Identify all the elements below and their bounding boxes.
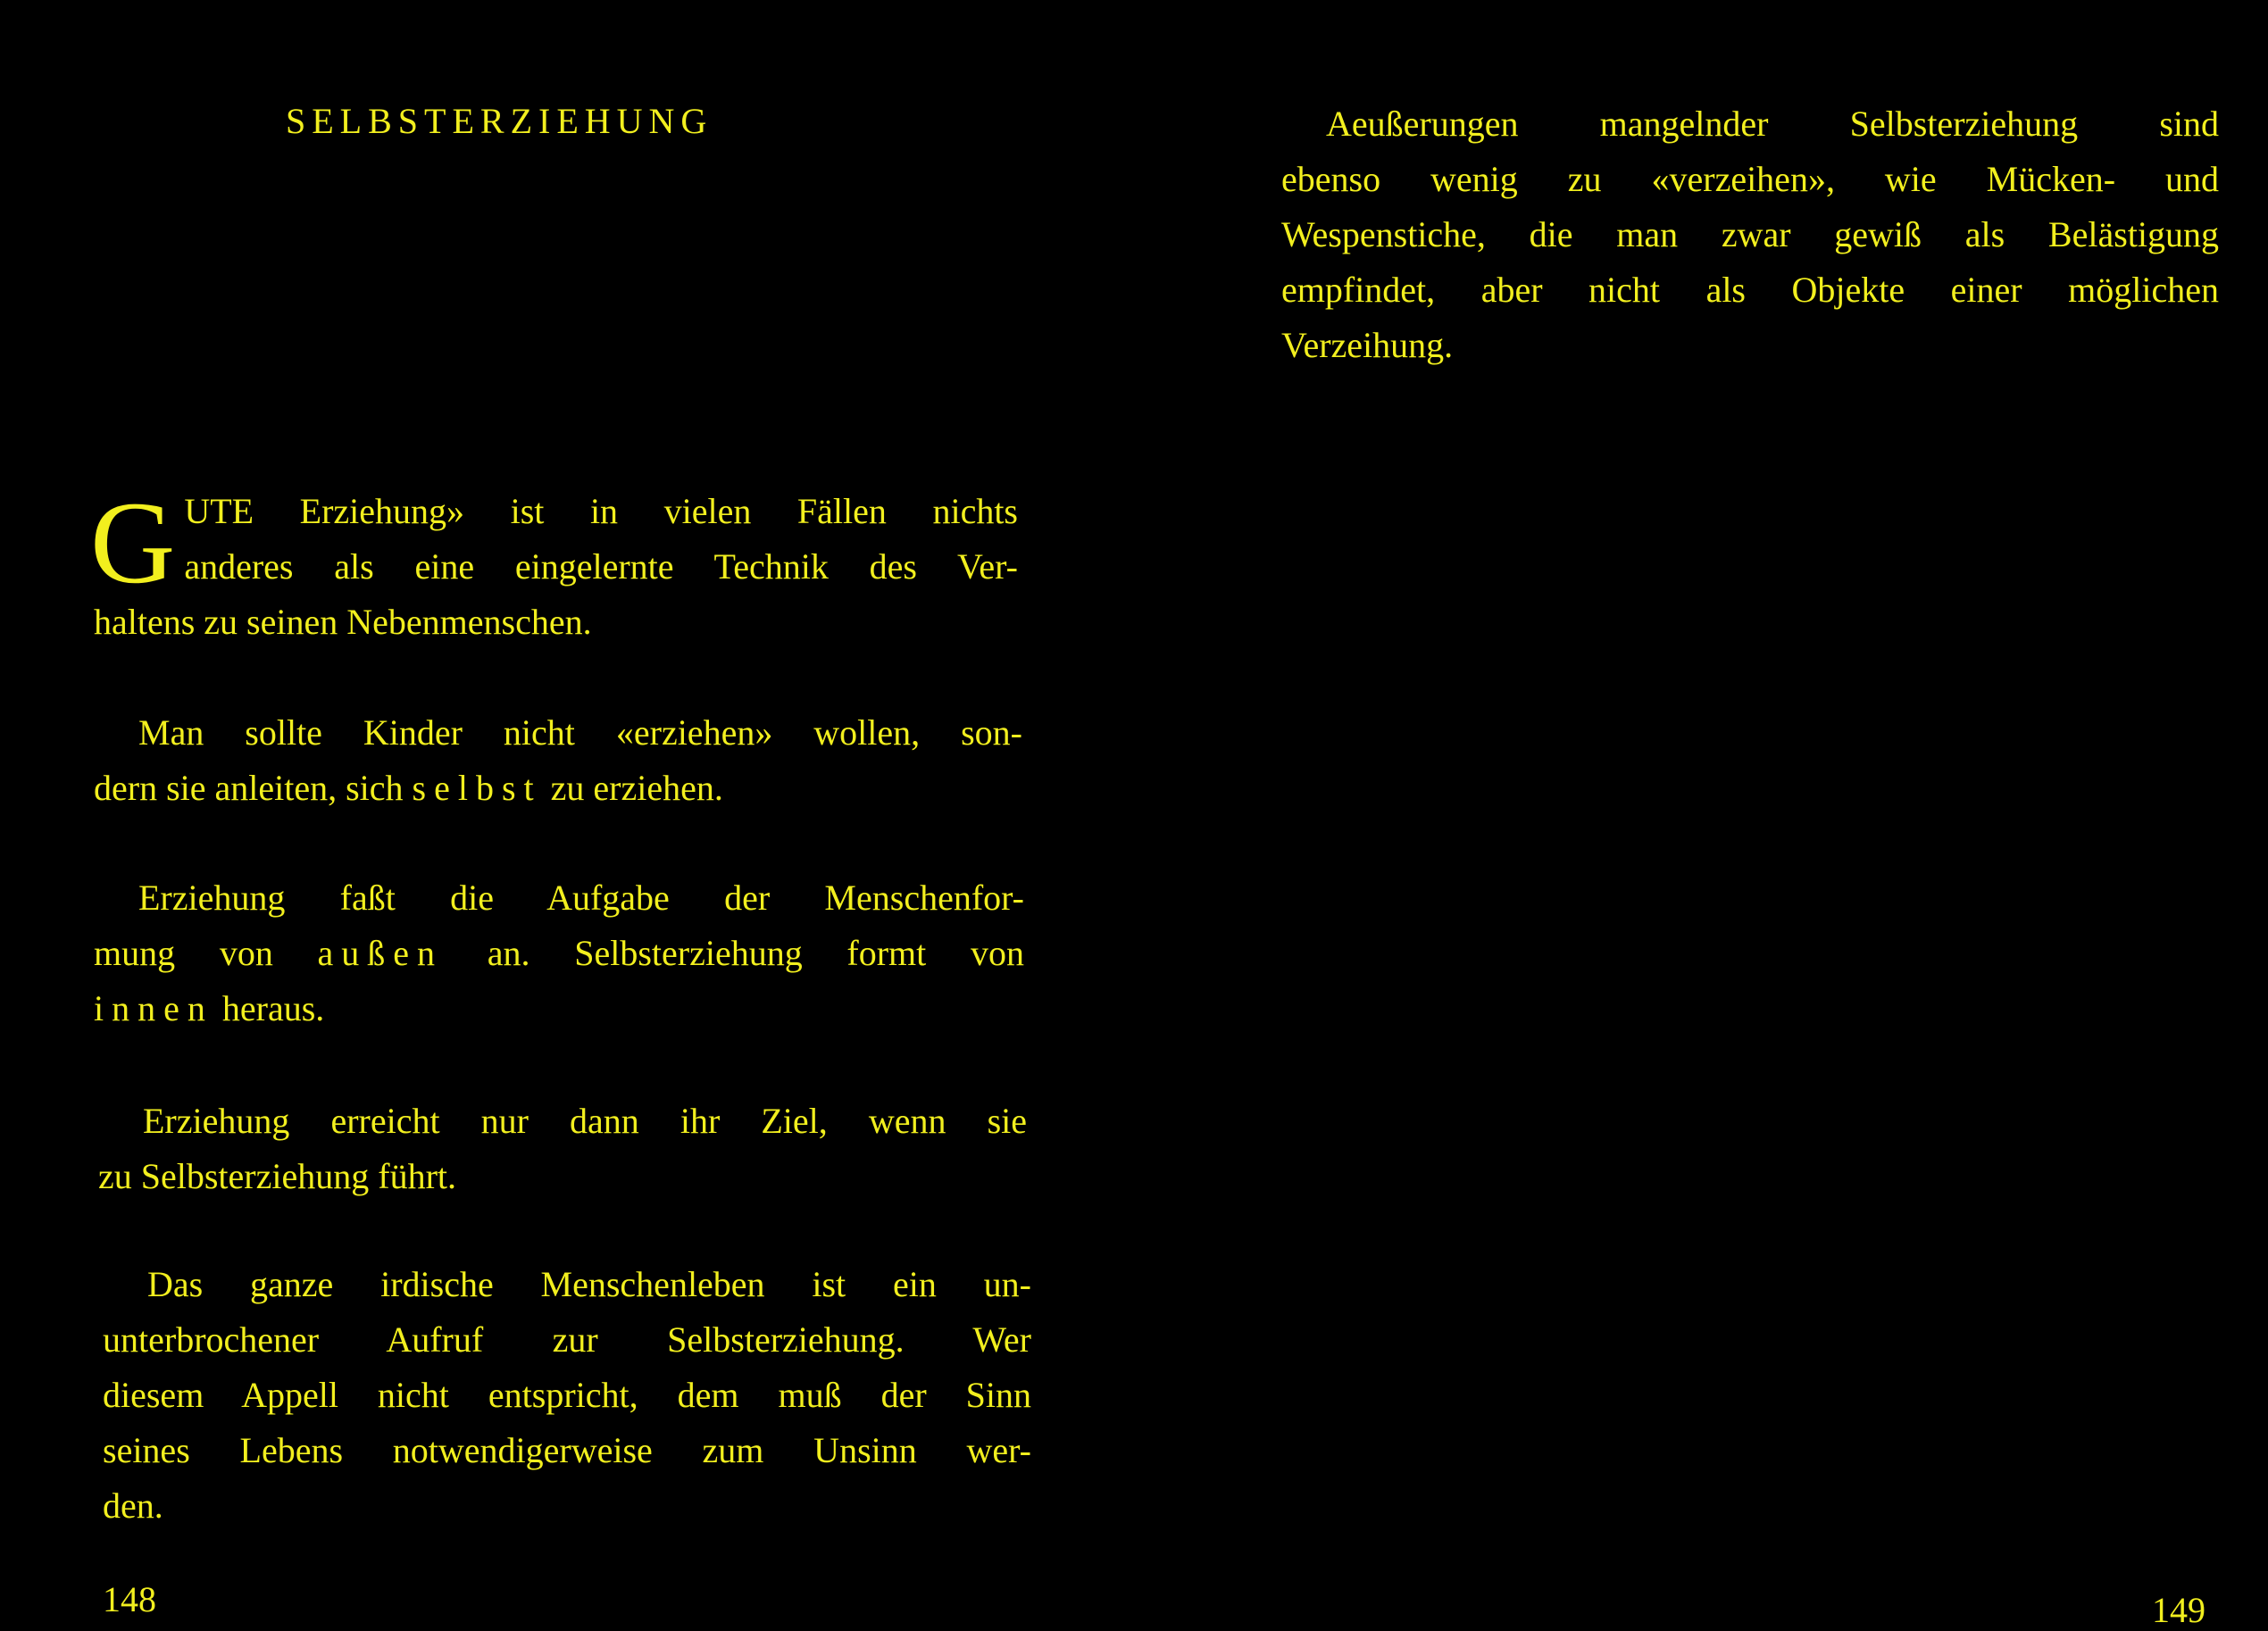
text-segment: dern sie anleiten, sich bbox=[94, 768, 413, 808]
paragraph-ziel bbox=[98, 1094, 1027, 1204]
paragraph-intro bbox=[90, 477, 1018, 650]
text-line: UTE Erziehung» ist in vielen Fällen nichts bbox=[184, 491, 1018, 531]
text-line: haltens zu seinen Nebenmenschen. bbox=[94, 602, 592, 642]
text-line: diesem Appell nicht entspricht, dem muß der Sinn bbox=[103, 1375, 1031, 1415]
text-line: empfindet, aber nicht als Objekte einer möglichen bbox=[1281, 270, 2219, 310]
right-page bbox=[1134, 0, 2268, 1630]
paragraph-kinder bbox=[94, 705, 1022, 816]
text-line: seines Lebens notwendigerweise zum Unsinn wer- bbox=[103, 1430, 1031, 1470]
emphasis-spaced: außen bbox=[317, 933, 444, 973]
text-line: ebenso wenig zu «verzeihen», wie Mücken- und bbox=[1281, 159, 2219, 199]
left-page bbox=[0, 0, 1134, 1625]
paragraph-aeusserungen bbox=[1281, 96, 2219, 373]
text-segment: heraus. bbox=[213, 988, 325, 1028]
text-line bbox=[94, 926, 1024, 981]
drop-cap: G bbox=[90, 477, 176, 608]
text-segment: mung von bbox=[94, 933, 318, 973]
text-line bbox=[94, 981, 1024, 1036]
text-segment: zu erziehen. bbox=[541, 768, 723, 808]
text-line: unterbrochener Aufruf zur Selbsterziehung. Wer bbox=[103, 1319, 1031, 1360]
text-line: den. bbox=[103, 1485, 163, 1526]
text-line: zu Selbsterziehung führt. bbox=[98, 1156, 456, 1196]
emphasis-spaced: selbst bbox=[412, 768, 542, 808]
text-line: Erziehung faßt die Aufgabe der Menschenfor- bbox=[138, 878, 1024, 918]
emphasis-spaced: innen bbox=[94, 988, 213, 1028]
page-number-left: 148 bbox=[103, 1579, 156, 1619]
paragraph-aussen bbox=[94, 870, 1024, 1036]
text-line: Man sollte Kinder nicht «erziehen» wollen, son- bbox=[138, 712, 1022, 753]
text-line: anderes als eine eingelernte Technik des Ver- bbox=[184, 546, 1018, 587]
paragraph-leben bbox=[103, 1257, 1031, 1534]
text-line: Erziehung erreicht nur dann ihr Ziel, wenn sie bbox=[143, 1101, 1027, 1141]
text-segment: an. Selbsterziehung formt von bbox=[443, 933, 1024, 973]
text-line: Das ganze irdische Menschenleben ist ein un- bbox=[147, 1264, 1031, 1304]
text-line: Verzeihung. bbox=[1281, 325, 1454, 365]
text-line: Aeußerungen mangelnder Selbsterziehung sind bbox=[1326, 104, 2219, 144]
text-line: Wespenstiche, die man zwar gewiß als Belästigung bbox=[1281, 214, 2219, 254]
page-number-right: 149 bbox=[2152, 1590, 2205, 1630]
text-line bbox=[94, 761, 1022, 816]
chapter-heading: SELBSTERZIEHUNG bbox=[286, 101, 713, 141]
